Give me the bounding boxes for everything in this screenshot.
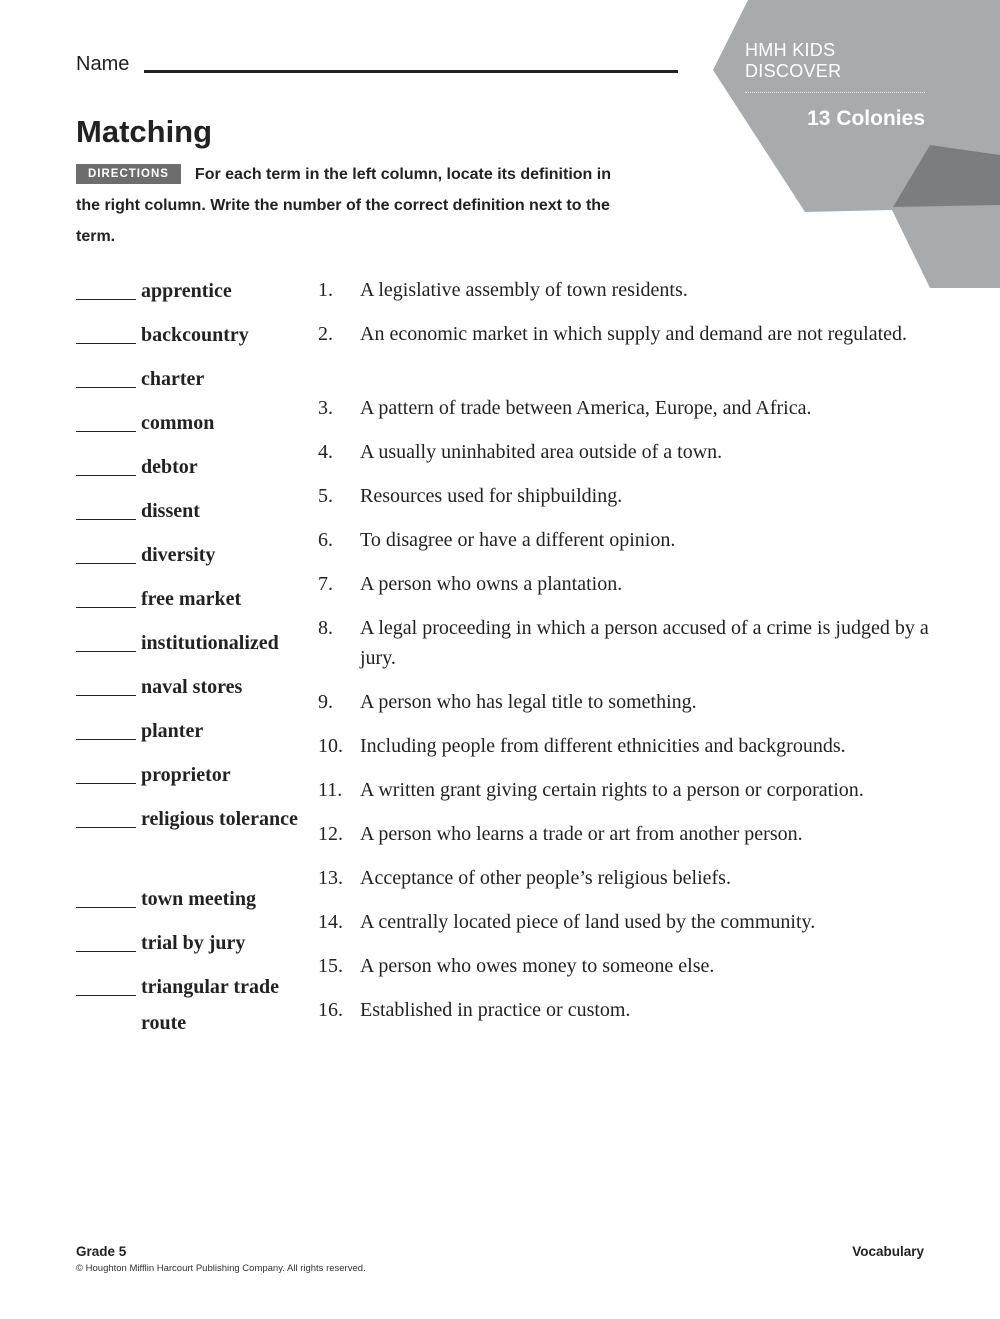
definition-number: 15. — [318, 955, 343, 977]
term-label: diversity — [141, 544, 216, 566]
term-row — [76, 969, 306, 1041]
answer-blank[interactable] — [76, 563, 136, 564]
term-label: religious tolerance — [141, 808, 298, 830]
footer-copyright: © Houghton Mifflin Harcourt Publishing Company. All rights reserved. — [76, 1263, 366, 1274]
answer-blank[interactable] — [76, 343, 136, 344]
brand-divider — [745, 92, 925, 93]
term-row — [76, 801, 306, 837]
definition-text: A person who owns a plantation. — [360, 573, 623, 595]
definition-row — [318, 907, 948, 937]
term-label: institutionalized — [141, 632, 279, 654]
answer-blank[interactable] — [76, 951, 136, 952]
topic-title: 13 Colonies — [807, 107, 925, 130]
definition-text: A person who learns a trade or art from another person. — [360, 823, 803, 845]
definition-number: 6. — [318, 529, 333, 551]
definition-row — [318, 481, 948, 511]
definition-number: 7. — [318, 573, 333, 595]
answer-blank[interactable] — [76, 739, 136, 740]
term-label: dissent — [141, 500, 200, 522]
answer-blank[interactable] — [76, 907, 136, 908]
brand-block — [745, 40, 925, 131]
definition-row — [318, 775, 948, 805]
definition-text: A person who has legal title to something. — [360, 691, 697, 713]
definition-number: 12. — [318, 823, 343, 845]
definition-number: 10. — [318, 735, 343, 757]
definition-text: A person who owes money to someone else. — [360, 955, 715, 977]
definition-text: A centrally located piece of land used by the community. — [360, 911, 816, 933]
term-label: backcountry — [141, 324, 249, 346]
answer-blank[interactable] — [76, 995, 136, 996]
definition-row — [318, 393, 948, 423]
definition-row — [318, 995, 948, 1025]
brand-name: HMH KIDS DISCOVER — [745, 40, 842, 81]
term-row — [76, 361, 306, 397]
definition-number: 3. — [318, 397, 333, 419]
term-label: naval stores — [141, 676, 243, 698]
name-label: Name — [76, 53, 130, 75]
answer-blank[interactable] — [76, 827, 136, 828]
definition-text: A legal proceeding in which a person accused of a crime is judged by a jury. — [360, 617, 929, 669]
term-row — [76, 925, 306, 961]
term-label: free market — [141, 588, 242, 610]
definition-number: 9. — [318, 691, 333, 713]
definition-text: Acceptance of other people’s religious beliefs. — [360, 867, 731, 889]
directions — [76, 159, 636, 252]
definition-row — [318, 275, 948, 305]
definition-text: A written grant giving certain rights to a person or corporation. — [360, 779, 864, 801]
definition-text: An economic market in which supply and demand are not regulated. — [360, 323, 908, 345]
definition-row — [318, 687, 948, 717]
term-label: charter — [141, 368, 205, 390]
term-row — [76, 625, 306, 661]
definition-number: 1. — [318, 279, 333, 301]
answer-blank[interactable] — [76, 431, 136, 432]
definition-number: 8. — [318, 617, 333, 639]
definition-text: A legislative assembly of town residents. — [360, 279, 688, 301]
definition-text: A pattern of trade between America, Europe, and Africa. — [360, 397, 812, 419]
definition-number: 2. — [318, 323, 333, 345]
answer-blank[interactable] — [76, 651, 136, 652]
term-label: common — [141, 412, 215, 434]
page-title: Matching — [76, 114, 213, 149]
footer-section: Vocabulary — [852, 1244, 924, 1259]
definition-text: Including people from different ethnicities and backgrounds. — [360, 735, 846, 757]
term-label: triangular trade route — [141, 976, 279, 1034]
name-field[interactable] — [144, 70, 678, 73]
definition-number: 5. — [318, 485, 333, 507]
definition-text: A usually uninhabited area outside of a town. — [360, 441, 723, 463]
term-row — [76, 493, 306, 529]
definition-row — [318, 731, 948, 761]
definition-row — [318, 569, 948, 599]
term-label: proprietor — [141, 764, 231, 786]
definition-text: Established in practice or custom. — [360, 999, 631, 1021]
definition-row — [318, 819, 948, 849]
definition-number: 14. — [318, 911, 343, 933]
definition-row — [318, 319, 948, 349]
term-label: debtor — [141, 456, 198, 478]
term-row — [76, 669, 306, 705]
definition-number: 16. — [318, 999, 343, 1021]
term-row — [76, 449, 306, 485]
definition-row — [318, 525, 948, 555]
term-row — [76, 537, 306, 573]
directions-text: For each term in the left column, locate its definition in the right column. Write the number of the correct definition next to the term. — [76, 166, 611, 245]
definition-row — [318, 951, 948, 981]
definition-number: 11. — [318, 779, 343, 801]
definition-text: To disagree or have a different opinion. — [360, 529, 676, 551]
term-row — [76, 405, 306, 441]
answer-blank[interactable] — [76, 783, 136, 784]
term-row — [76, 757, 306, 793]
answer-blank[interactable] — [76, 519, 136, 520]
term-row — [76, 881, 306, 917]
term-row — [76, 317, 306, 353]
term-row — [76, 581, 306, 617]
term-label: planter — [141, 720, 204, 742]
answer-blank[interactable] — [76, 695, 136, 696]
definition-row — [318, 863, 948, 893]
answer-blank[interactable] — [76, 607, 136, 608]
directions-badge: DIRECTIONS — [76, 164, 181, 184]
term-row — [76, 273, 306, 309]
term-label: town meeting — [141, 888, 256, 910]
answer-blank[interactable] — [76, 387, 136, 388]
footer-grade: Grade 5 — [76, 1244, 127, 1259]
definition-number: 13. — [318, 867, 343, 889]
definition-number: 4. — [318, 441, 333, 463]
definition-row — [318, 613, 948, 673]
definition-row — [318, 437, 948, 467]
definition-text: Resources used for shipbuilding. — [360, 485, 623, 507]
term-row — [76, 713, 306, 749]
term-label: apprentice — [141, 280, 232, 302]
answer-blank[interactable] — [76, 299, 136, 300]
term-label: trial by jury — [141, 932, 246, 954]
answer-blank[interactable] — [76, 475, 136, 476]
